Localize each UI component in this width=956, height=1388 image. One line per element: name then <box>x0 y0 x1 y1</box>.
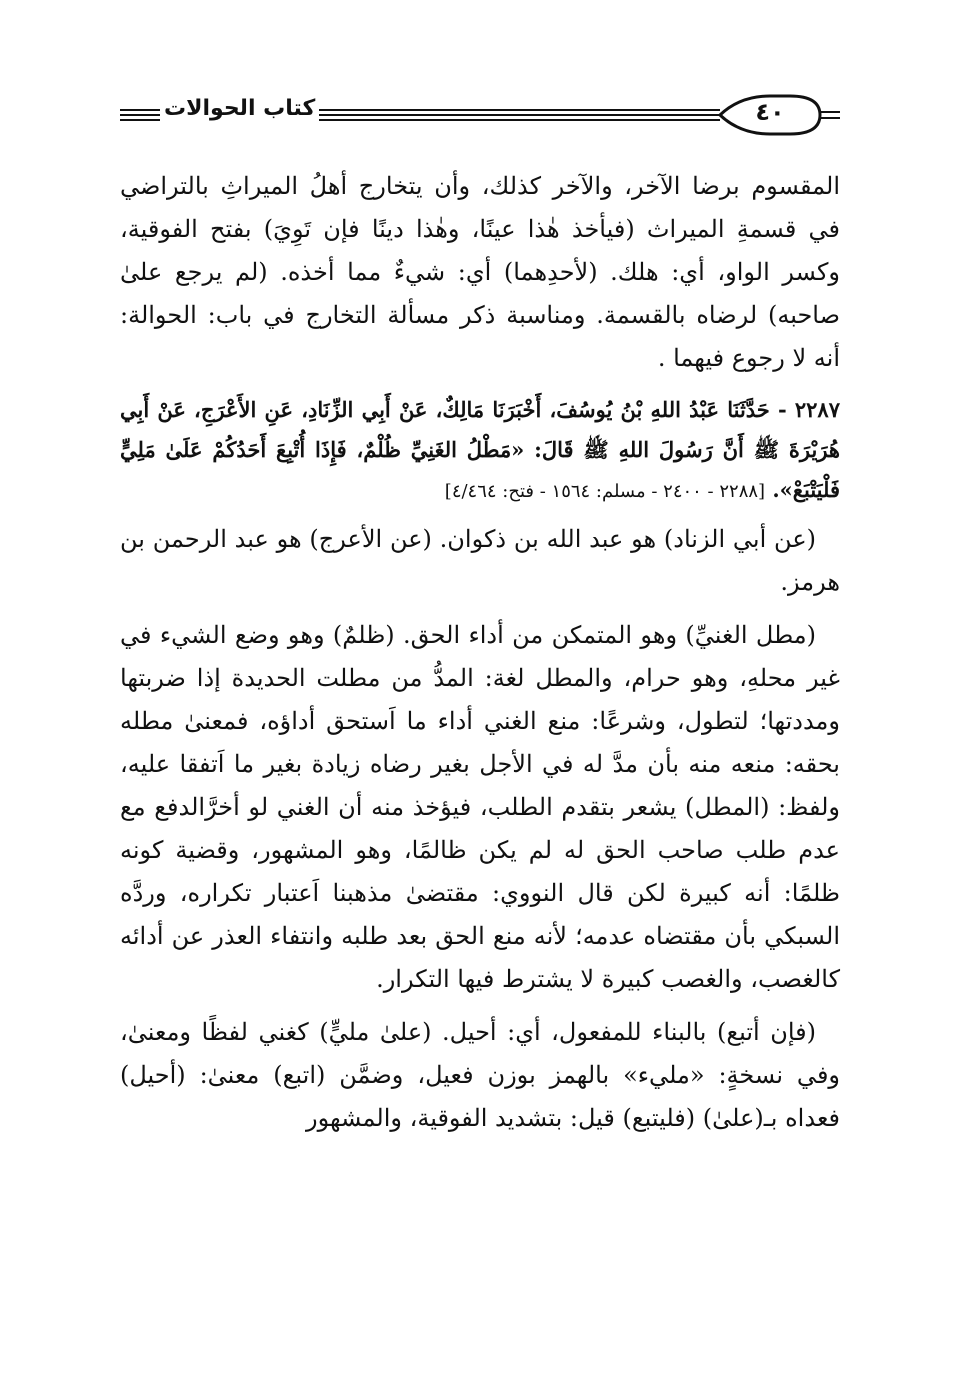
paragraph-3: (مطل الغنيِّ) وهو المتمكن من أداء الحق. (ظلمٌ) وهو وضع الشيء في غير محلهِ، وهو حرام، والمطل لغة: المدُّ من مطلت الحديدة إذا ضربتها ومددتها؛ لتطول، وشرعًا: منع الغني أداء ما اَستحق أداؤه، فمعنىٰ مطله بحقه: منعه منه بأن مدَّ له في الأجل بغير رضاه زيادة بغير ما اَتفقا عليه، ولفظ: (المطل) يشعر بتقدم الطلب، فيؤخذ منه أن الغني لو أخرَّالدفع مع عدم طلب صاحب الحق له لم يكن ظالمًا، وهو المشهور، وقضية كونه ظلمًا: أنه كبيرة لكن قال النووي: مقتضىٰ مذهبنا اَعتبار تكراره، وردَّه السبكي بأن مقتضاه عدمه؛ لأنه منع الحق بعد طلبه وانتفاء العذر عن أدائه كالغصب، والغصب كبيرة لا يشترط فيها التكرار. <box>120 621 841 993</box>
paragraph-2: (عن أبي الزناد) هو عبد الله بن ذكوان. (عن الأعرج) هو عبد الرحمن بن هرمز. <box>120 525 840 596</box>
page-header <box>120 90 840 140</box>
hadith-reference: [٢٢٨٨ - ٢٤٠٠ - مسلم: ١٥٦٤ - فتح: ٤/٤٦٤] <box>444 481 766 502</box>
paragraph-4: (فإن أتبع) بالبناء للمفعول، أي: أحيل. (علىٰ مليٍّ) كغني لفظًا ومعنىٰ، وفي نسخةٍ: «مليء» بالهمز بوزن فعيل، وضمَّن (اتبع) معنىٰ: (أحيل) فعداه بـ(علىٰ) (فليتبع) قيل: بتشديد الفوقية، والمشهور <box>120 1018 840 1132</box>
page-body <box>120 165 840 1150</box>
running-title: كتاب الحوالات <box>160 96 319 121</box>
page-number: ٤٠ <box>755 98 785 126</box>
paragraph-1: المقسوم برضا الآخر، والآخر كذلك، وأن يتخارج أهلُ الميراثِ بالتراضي في قسمةِ الميراث (فيأخذ هٰذا عينًا، وهٰذا دينًا فإن تَوِيَ) بفتح الفوقية، وكسر الواو، أي: هلك. (لأحدِهما) أي: شيءٌ مما أخذه. (لم يرجع علىٰ صاحبه) لرضاه بالقسمة. ومناسبة ذكر مسألة التخارج في باب: الحوالة: أنه لا رجوع فيهما . <box>120 172 841 372</box>
hadith-block <box>120 390 840 512</box>
hadith-text: ٢٢٨٧ - حَدَّثَنَا عَبْدُ اللهِ بْنُ يُوسُفَ، أَخْبَرَنَا مَالِكٌ، عَنْ أَبِي الزِّنَادِ، عَنِ الأَعْرَجِ، عَنْ أَبِي هُرَيْرَةَ ﷺ أَنَّ رَسُولَ اللهِ ﷺ قَالَ: «مَطْلُ الغَنِيِّ ظُلْمٌ، فَإِذَا أُتْبِعَ أَحَدُكُمْ عَلَىٰ مَلِيٍّ فَلْيَتْبَعْ». <box>120 397 840 502</box>
